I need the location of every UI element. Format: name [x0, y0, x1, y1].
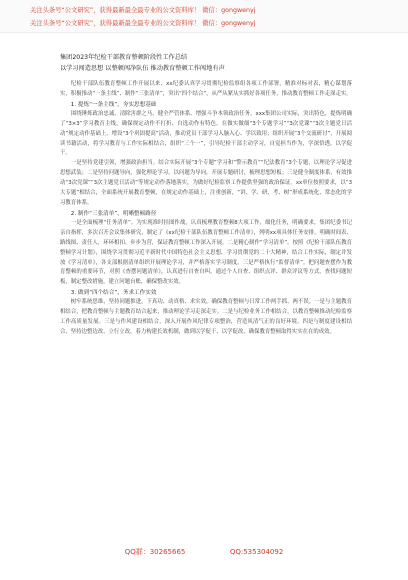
document-subtitle: 以学习闯造思想 以整顿闯净队伍 推动教育整顿工作闯地有声: [60, 65, 225, 72]
section-heading: 1. 提炼“一条主线”，夯实思想基础: [70, 101, 157, 108]
qq-text: QQ:535304092: [229, 548, 284, 556]
body-paragraph: 围绕锤炼政治忠诚、清除害群之马、健全严管体系、增强斗争本领政治任务，xxx集团公司实际，突出特色，提炼明确了“3×3”学习教育主线，确保规定动作不打折、自选动作有特色。在做实做细“3个专题学习”“3次党课”“3次主题党日活动”规定动作基础上，增设“3个巩固提高”活动，推动党员干部学习入脑入心、学以致用；组织开展“3个交流研讨”，开展阅读书籍活动，将学习教育与工作实际相结合，组织“三个一”，引导纪检干部主动学习，自觉担当作为，学深悟透，以学促干。: [60, 110, 352, 157]
footer-contact: [0, 547, 408, 561]
body-paragraph: 一是坚持党建引领，增强政治担当。结合实际开展“3个专题”学习和“警示教育”“纪法教育”3个专题，以理论学习促进思想武装；二是坚持问题导向，强化理论学习。以问题为导向，开展专题研讨，梳理思想短板；三是健全制度体系，有效推动“3次党课”“3次主题党日活动”等规定动作落地落实，为做好纪检监察工作提供坚强的政治保证。xx单位按照要求，以“3大专题”相结合，全面系统开展教育整顿，在规定动作基础上，注重创新，“讲、学、研、考、树”形成系统化、常态化的学习教育体系。: [60, 160, 352, 206]
intro-paragraph: 纪检干部队伍教育整顿工作开展以来，xx纪委认真学习贯彻纪检监察组各项工作部署，精准对标对表，精心谋划落实，积极推动“一条主线”、制作“三张清单”，突出“四个结合”，从严从紧从实抓好各项任务，推动教育整顿工作走深走实。: [60, 81, 352, 97]
top-banner: [0, 0, 408, 33]
section-heading: 3. 做到“四个结合”，务求工作实效: [70, 290, 157, 297]
banner-line: 关注头条号“公文研究”，获得最新最全最专业的公文资料库！ 微信：gongwenyj: [30, 20, 256, 27]
body-paragraph: 树牢系统思维，坚持同题推进，下真功、动真格、求实效，确保教育整顿与日常工作两手抓、两不误。一是与主题教育相结合，把教育整顿与主题教育结合起来，推动理论学习走深走实。二是与纪检业务工作相结合，以教育整顿推动纪检监察工作高质量发展。三是与作风建设相结合，深入开展作风纪律专项整治，营造风清气正的良好环境。四是与制度建设相结合，坚持边整边改、立行立改，着力构建长效机制，做到以学促干、以学促改，确保教育整顿取得实实在在的成效。: [60, 299, 352, 335]
qq-group-text: QQ群：30265665: [124, 548, 186, 556]
document-body: [60, 52, 352, 338]
body-paragraph: 一是全面梳理“任务清单”。为实现准时挂图作战，认真梳理教育整顿8大项工作，细化任务，明确要求，集团纪委书记亲自指挥，多次召开会议集体研究，制定了《xx纪检干部队伍教育整顿工作清单》，列明xx项具体任务安排，明确时间表、路线图、责任人，环环相扣、步步为营，保证教育整顿工作深入开展。二是精心制作“学习清单”。按照《纪检干部队伍教育整顿学习计划》，围绕学习贯彻习近平新时代中国特色社会主义思想，学习贯彻党的二十大精神，结合工作实际，制定并发放《学习清单》，各支部根据清单组织开展理论学习，并严格落实学习制度。三是严格执行“监督清单”。把问题查摆作为教育整顿的重要环节，对照《查摆问题清单》，认真进行自查自纠，通过个人自查、组织点评、群众评议等方式，查找问题短板，制定整改措施，建立问题台账，确保整改实效。: [60, 219, 352, 286]
document-title: 集团2023年纪检干部教育整顿阶段性工作总结: [60, 54, 188, 61]
banner-line: 关注头条号“公文研究”，获得最新最全最专业的公文资料库！ 微信：gongwenyj: [30, 7, 256, 14]
section-heading: 2. 制作“三张清单”，明晰整顿路径: [70, 210, 157, 217]
